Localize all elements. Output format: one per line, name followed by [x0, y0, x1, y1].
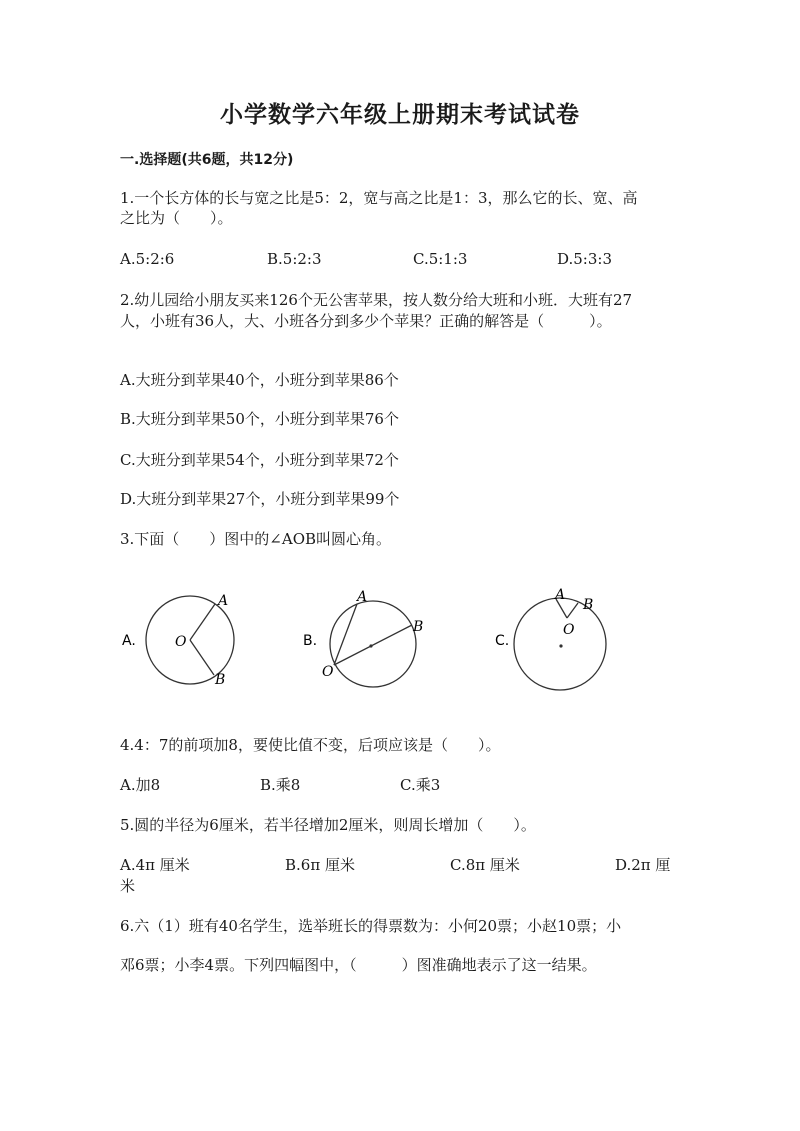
- question-4-option-a: A.加8: [120, 776, 161, 794]
- question-1-option-b: B.5:2:3: [267, 250, 322, 268]
- figure-a-point-b: B: [215, 672, 226, 688]
- question-5-option-c: C.8π 厘米: [450, 856, 520, 874]
- question-2-option-c: C.大班分到苹果54个，小班分到苹果72个: [120, 451, 399, 469]
- figure-a-point-o: O: [175, 634, 187, 650]
- question-1-option-d: D.5:3:3: [557, 250, 612, 268]
- figure-b-center-dot: [369, 644, 372, 647]
- question-2-option-a: A.大班分到苹果40个，小班分到苹果86个: [120, 371, 399, 389]
- figure-b: [303, 589, 423, 687]
- figure-b-label: B.: [303, 633, 318, 649]
- page-title: 小学数学六年级上册期末考试试卷: [220, 102, 580, 128]
- figure-a-radius-ob: [190, 640, 214, 675]
- section-heading: 一.选择题(共6题，共12分): [120, 152, 294, 168]
- figure-c-point-o: O: [563, 622, 575, 638]
- figure-c-label: C.: [495, 633, 510, 649]
- question-1-option-c: C.5:1:3: [413, 250, 468, 268]
- question-1-option-a: A.5:2:6: [120, 250, 175, 268]
- question-4-text: 4.4：7的前项加8，要使比值不变，后项应该是（ ）。: [120, 736, 501, 754]
- figure-a: [122, 593, 234, 688]
- question-2-option-d: D.大班分到苹果27个，小班分到苹果99个: [120, 490, 400, 508]
- question-4-option-b: B.乘8: [260, 776, 301, 794]
- figure-c-line-ob: [567, 603, 578, 618]
- question-1-text-cont: 之比为（ ）。: [120, 209, 233, 227]
- question-2-text-cont: 人，小班有36人，大、小班各分到多少个苹果？正确的解答是（ ）。: [120, 312, 612, 330]
- question-5-option-d: D.2π 厘: [615, 856, 671, 874]
- figure-c: [495, 587, 606, 690]
- question-6-text: 6.六（1）班有40名学生，选举班长的得票数为：小何20票；小赵10票；小: [120, 917, 622, 935]
- figure-c-point-b: B: [583, 597, 594, 613]
- question-2-option-b: B.大班分到苹果50个，小班分到苹果76个: [120, 410, 399, 428]
- question-5-text: 5.圆的半径为6厘米，若半径增加2厘米，则周长增加（ ）。: [120, 816, 536, 834]
- question-5-option-a: A.4π 厘米: [120, 856, 190, 874]
- figure-b-chord-oa: [334, 604, 357, 665]
- figure-a-radius-oa: [190, 604, 215, 640]
- question-3-figures: [0, 580, 800, 700]
- question-3-text: 3.下面（ ）图中的∠AOB叫圆心角。: [120, 530, 392, 548]
- question-5-option-b: B.6π 厘米: [285, 856, 355, 874]
- figure-b-point-b: B: [413, 619, 424, 635]
- question-1-text: 1.一个长方体的长与宽之比是5：2，宽与高之比是1：3，那么它的长、宽、高: [120, 189, 638, 207]
- figure-b-point-a: A: [357, 589, 368, 605]
- figure-b-circle: [330, 601, 416, 687]
- figure-a-point-a: A: [218, 593, 229, 609]
- figure-b-point-o: O: [322, 664, 334, 680]
- question-2-text: 2.幼儿园给小朋友买来126个无公害苹果，按人数分给大班和小班．大班有27: [120, 291, 633, 309]
- question-5-option-d-wrap: 米: [120, 877, 136, 895]
- figure-c-point-a: A: [555, 587, 566, 603]
- question-4-option-c: C.乘3: [400, 776, 441, 794]
- figure-c-center-dot: [559, 644, 562, 647]
- question-6-text-cont: 邓6票；小李4票。下列四幅图中，（ ）图准确地表示了这一结果。: [120, 956, 597, 974]
- figure-a-label: A.: [122, 633, 136, 649]
- figure-b-chord-ob: [334, 625, 412, 665]
